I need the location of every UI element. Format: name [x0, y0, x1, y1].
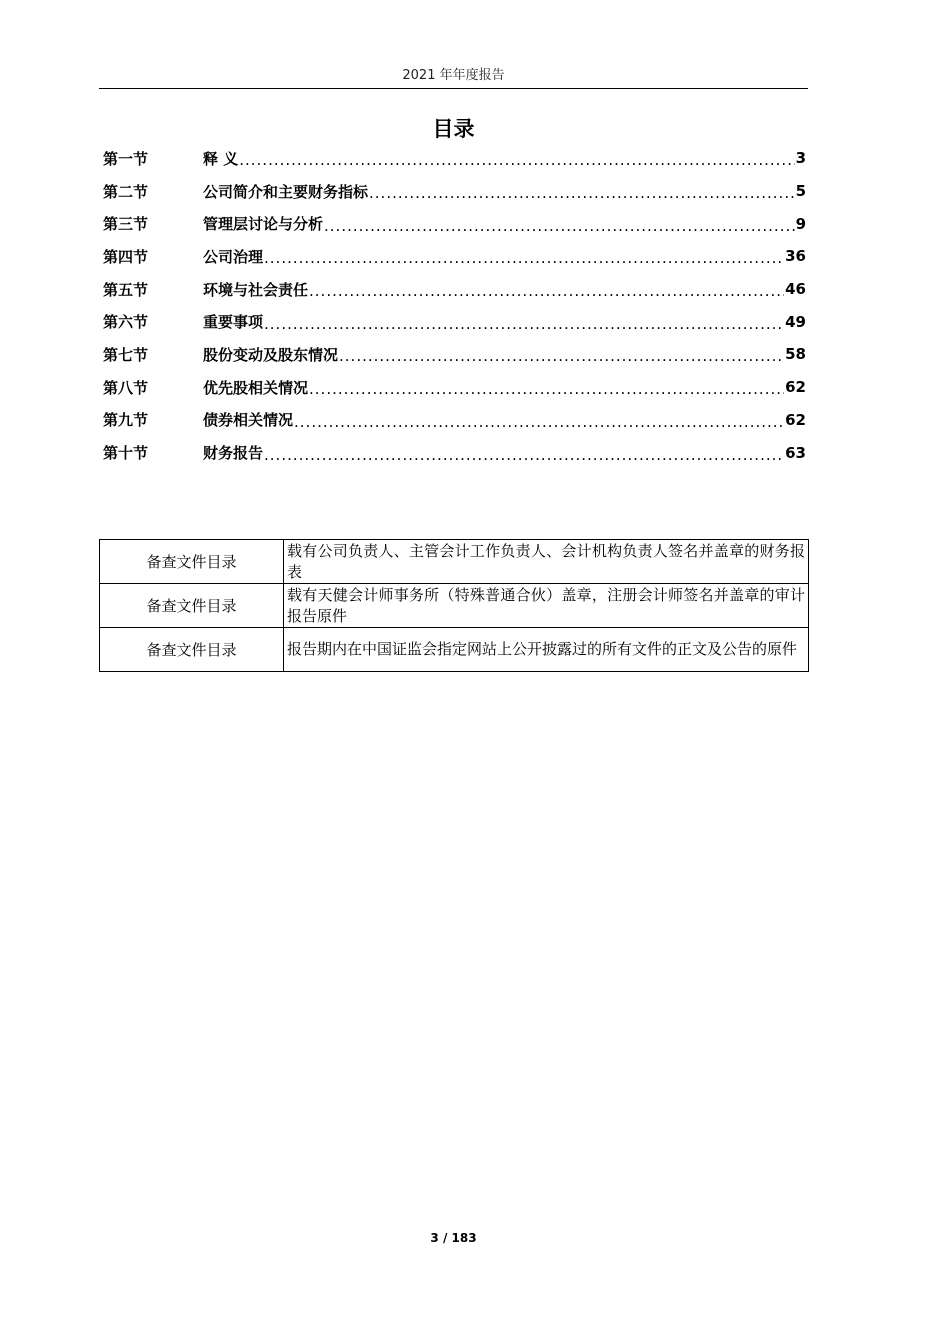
- toc-section-number: 第一节: [103, 149, 149, 168]
- toc-section-title: 环境与社会责任: [203, 280, 309, 299]
- table-row: [100, 584, 809, 628]
- toc-leader-dots: [339, 347, 784, 365]
- toc-entry[interactable]: [103, 338, 806, 371]
- toc-entry[interactable]: [103, 207, 806, 240]
- toc-entry[interactable]: [103, 142, 806, 175]
- toc-page-number: 5: [795, 182, 806, 201]
- toc-section-title: 债券相关情况: [203, 411, 294, 430]
- toc-section-number: 第九节: [103, 411, 149, 430]
- toc-entry[interactable]: [103, 175, 806, 208]
- toc-page-number: 58: [785, 345, 806, 364]
- toc-entry[interactable]: [103, 305, 806, 338]
- toc-title: 目录: [432, 117, 475, 141]
- reference-documents-table: [99, 539, 809, 672]
- reference-docs-description: 报告期内在中国证监会指定网站上公开披露过的所有文件的正文及公告的原件: [284, 628, 809, 672]
- toc-section-number: 第三节: [103, 215, 149, 234]
- toc-section-title: 释 义: [203, 149, 239, 168]
- running-header: 2021 年年度报告: [402, 68, 505, 83]
- toc-leader-dots: [264, 446, 784, 464]
- table-row: [100, 540, 809, 584]
- toc-section-title: 重要事项: [203, 313, 264, 332]
- toc-page-number: 36: [785, 247, 806, 266]
- toc-section-title: 股份变动及股东情况: [203, 345, 339, 364]
- toc-entry[interactable]: [103, 371, 806, 404]
- toc-section-number: 第六节: [103, 313, 149, 332]
- header-divider: [99, 88, 808, 89]
- toc-leader-dots: [264, 315, 784, 333]
- toc-section-number: 第十节: [103, 444, 149, 463]
- toc-leader-dots: [239, 151, 794, 169]
- reference-docs-label: 备查文件目录: [100, 628, 284, 672]
- reference-docs-description: 载有公司负责人、主管会计工作负责人、会计机构负责人签名并盖章的财务报表: [284, 540, 809, 584]
- table-of-contents: [103, 142, 806, 469]
- toc-page-number: 9: [795, 214, 806, 233]
- toc-page-number: 62: [785, 410, 806, 429]
- table-row: [100, 628, 809, 672]
- toc-leader-dots: [324, 217, 795, 235]
- toc-section-number: 第二节: [103, 182, 149, 201]
- toc-section-number: 第八节: [103, 378, 149, 397]
- toc-section-number: 第七节: [103, 345, 149, 364]
- toc-leader-dots: [309, 282, 784, 300]
- toc-entry[interactable]: [103, 436, 806, 469]
- toc-leader-dots: [294, 413, 784, 431]
- toc-section-title: 公司治理: [203, 247, 264, 266]
- toc-section-title: 管理层讨论与分析: [203, 215, 324, 234]
- toc-section-title: 财务报告: [203, 444, 264, 463]
- toc-leader-dots: [264, 249, 784, 267]
- toc-leader-dots: [309, 380, 784, 398]
- reference-docs-description: 载有天健会计师事务所（特殊普通合伙）盖章，注册会计师签名并盖章的审计报告原件: [284, 584, 809, 628]
- page-number-footer: 3 / 183: [430, 1231, 477, 1245]
- toc-page-number: 46: [785, 280, 806, 299]
- toc-entry[interactable]: [103, 404, 806, 437]
- toc-page-number: 49: [785, 312, 806, 331]
- toc-section-number: 第四节: [103, 247, 149, 266]
- toc-page-number: 62: [785, 378, 806, 397]
- toc-section-title: 优先股相关情况: [203, 378, 309, 397]
- toc-leader-dots: [369, 184, 795, 202]
- toc-section-title: 公司简介和主要财务指标: [203, 182, 369, 201]
- toc-entry[interactable]: [103, 273, 806, 306]
- toc-page-number: 63: [785, 443, 806, 462]
- reference-docs-label: 备查文件目录: [100, 584, 284, 628]
- toc-page-number: 3: [795, 149, 806, 168]
- toc-section-number: 第五节: [103, 280, 149, 299]
- toc-entry[interactable]: [103, 240, 806, 273]
- reference-docs-label: 备查文件目录: [100, 540, 284, 584]
